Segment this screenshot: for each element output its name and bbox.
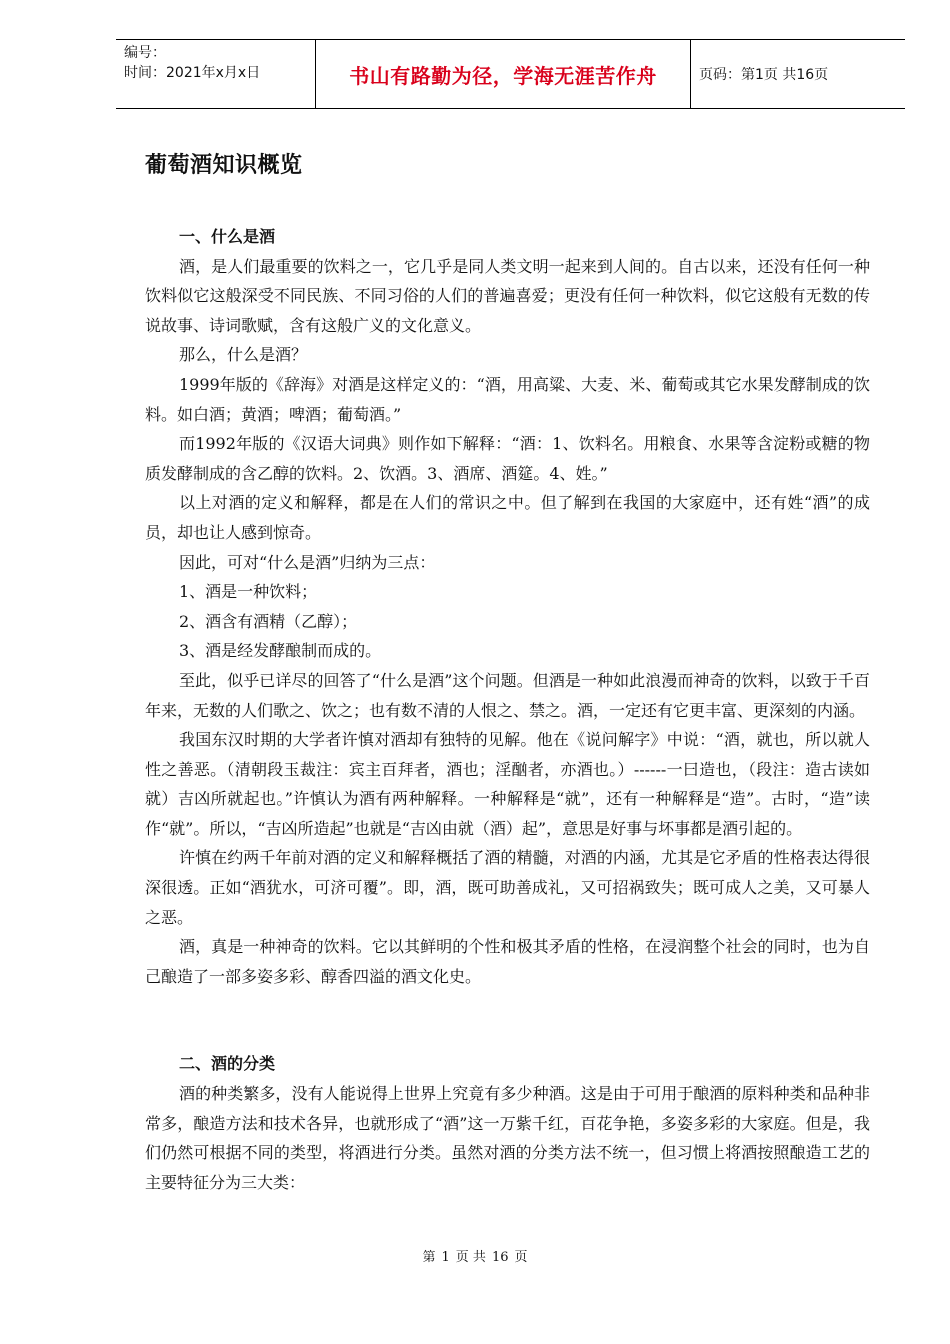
doc-time-label: 时间：2021年x月x日 bbox=[124, 65, 261, 81]
document-body bbox=[145, 222, 870, 1197]
paragraph: 以上对酒的定义和解释，都是在人们的常识之中。但了解到在我国的大家庭中，还有姓“酒”的成员，却也让人感到惊奇。 bbox=[145, 493, 870, 542]
header-page-info: 页码：第1页 共16页 bbox=[699, 67, 829, 83]
header-meta-cell bbox=[116, 40, 316, 108]
paragraph: 酒的种类繁多，没有人能说得上世界上究竟有多少种酒。这是由于可用于酿酒的原料种类和品种非常多，酿造方法和技术各异，也就形成了“酒”这一万紫千红，百花争艳，多姿多彩的大家庭。但是，我们仍然可根据不同的类型，将酒进行分类。虽然对酒的分类方法不统一，但习惯上将酒按照酿造工艺的主要特征分为三大类： bbox=[145, 1084, 870, 1192]
paragraph: 我国东汉时期的大学者许慎对酒却有独特的见解。他在《说问解字》中说：“酒，就也，所以就人性之善恶。（清朝段玉裁注：宾主百拜者，酒也；淫酗者，亦酒也。）------一曰造也，（段注：造古读如就）吉凶所就起也。”许慎认为酒有两种解释。一种解释是“就”，还有一种解释是“造”。古时，“造”读作“就”。所以，“吉凶所造起”也就是“吉凶由就（酒）起”，意思是好事与坏事都是酒引起的。 bbox=[145, 730, 870, 838]
header-page-cell bbox=[691, 40, 905, 108]
footer-page-number: 1 bbox=[441, 1250, 450, 1265]
paragraph: 酒，真是一种神奇的饮料。它以其鲜明的个性和极其矛盾的性格，在浸润整个社会的同时，也为自己酿造了一部多姿多彩、醇香四溢的酒文化史。 bbox=[145, 937, 870, 986]
list-item: 2、酒含有酒精（乙醇）； bbox=[179, 611, 358, 631]
paragraph: 因此，可对“什么是酒”归纳为三点： bbox=[179, 552, 436, 572]
paragraph: 酒，是人们最重要的饮料之一，它几乎是同人类文明一起来到人间的。自古以来，还没有任何一种饮料似它这般深受不同民族、不同习俗的人们的普遍喜爱；更没有任何一种饮料，似它这般有无数的传说故事、诗词歌赋，含有这般广义的文化意义。 bbox=[145, 256, 870, 335]
paragraph: 1999年版的《辞海》对酒是这样定义的：“酒，用高粱、大麦、米、葡萄或其它水果发酵制成的饮料。如白酒；黄酒；啤酒；葡萄酒。” bbox=[145, 374, 870, 424]
section-heading: 二、酒的分类 bbox=[179, 1054, 276, 1074]
page-footer bbox=[0, 1246, 950, 1265]
header-motto-cell bbox=[316, 40, 691, 108]
paragraph: 许慎在约两千年前对酒的定义和解释概括了酒的精髓，对酒的内涵，尤其是它矛盾的性格表达得很深很透。正如“酒犹水，可济可覆”。即，酒，既可助善成礼，又可招祸致失；既可成人之美，又可暴人之恶。 bbox=[145, 848, 870, 927]
header-motto: 书山有路勤为径，学海无涯苦作舟 bbox=[349, 63, 657, 88]
footer-suffix: 页 bbox=[514, 1250, 528, 1265]
page-header bbox=[116, 39, 905, 109]
document-title: 葡萄酒知识概览 bbox=[145, 153, 303, 178]
list-item: 3、酒是经发酵酿制而成的。 bbox=[179, 641, 382, 661]
list-item: 1、酒是一种饮料； bbox=[179, 582, 318, 602]
section-spacer bbox=[145, 991, 870, 1049]
footer-mid: 页 共 bbox=[455, 1250, 486, 1265]
footer-total-pages: 16 bbox=[491, 1250, 509, 1265]
footer-prefix: 第 bbox=[422, 1250, 436, 1265]
paragraph: 而1992年版的《汉语大词典》则作如下解释：“酒：1、饮料名。用粮食、水果等含淀粉或糖的物质发酵制成的含乙醇的饮料。2、饮酒。3、酒席、酒筵。4、姓。” bbox=[145, 434, 870, 483]
doc-number-label: 编号： bbox=[124, 45, 166, 61]
paragraph: 那么，什么是酒？ bbox=[179, 345, 308, 365]
paragraph: 至此，似乎已详尽的回答了“什么是酒”这个问题。但酒是一种如此浪漫而神奇的饮料，以致于千百年来，无数的人们歌之、饮之；也有数不清的人恨之、禁之。酒，一定还有它更丰富、更深刻的内涵。 bbox=[145, 670, 870, 720]
section-heading: 一、什么是酒 bbox=[179, 227, 276, 246]
